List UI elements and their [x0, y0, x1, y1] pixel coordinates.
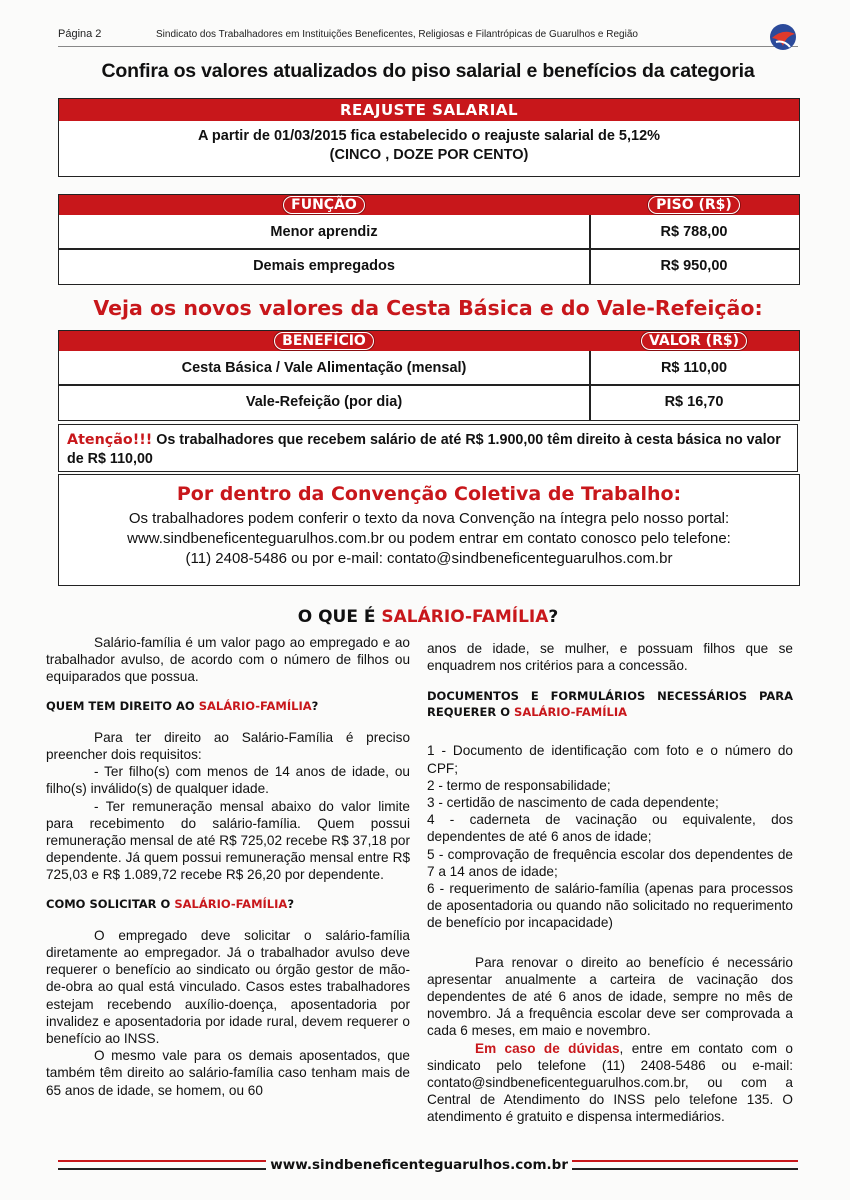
reajuste-box	[58, 98, 800, 177]
valor-label: VALOR (R$)	[641, 332, 747, 350]
renovar-paragraph: Para renovar o direito ao benefício é necessário apresentar anualmente a carteira de vacinação dos dependentes de até 6 anos de idade, sempre no mês de novembro. Já a frequência escolar deve ser comprovada a cada 6 meses, em maio e novembro.	[427, 954, 793, 1039]
footer	[58, 1156, 798, 1174]
piso-table	[58, 194, 800, 285]
convencao-line3: (11) 2408-5486 ou por e-mail: contato@sindbeneficenteguarulhos.com.br	[185, 550, 673, 567]
convencao-title: Por dentro da Convenção Coletiva de Trabalho:	[176, 483, 682, 505]
piso-col-funcao-header	[59, 195, 589, 215]
documents-list	[427, 742, 793, 931]
cesta-title: Veja os novos valores da Cesta Básica e do Vale-Refeição:	[93, 296, 763, 320]
quem-tem-direito-heading: QUEM TEM DIREITO AO SALÁRIO-FAMÍLIA?	[46, 698, 319, 713]
table-row: Cesta Básica / Vale Alimentação (mensal)	[181, 359, 467, 376]
reajuste-line1: A partir de 01/03/2015 fica estabelecido o reajuste salarial de 5,12%	[197, 128, 661, 144]
reajuste-heading: REAJUSTE SALARIAL	[59, 99, 799, 121]
page-header	[58, 26, 798, 47]
beneficio-col-header	[59, 331, 589, 351]
list-item: 5 - comprovação de frequência escolar dos dependentes de 7 a 14 anos de idade;	[427, 846, 793, 879]
table-row: Demais empregados	[253, 258, 395, 274]
salario-familia-title: O QUE É SALÁRIO-FAMÍLIA?	[297, 607, 559, 627]
convencao-box	[58, 474, 800, 586]
list-item: 4 - caderneta de vacinação ou equivalente, dos dependentes de até 6 anos de idade;	[427, 812, 793, 845]
valor-col-header	[589, 331, 799, 351]
left-column	[46, 634, 410, 1099]
funcao-label: FUNÇÃO	[283, 196, 365, 214]
piso-label: PISO (R$)	[648, 196, 740, 214]
union-name: Sindicato dos Trabalhadores em Instituições Beneficentes, Religiosas e Filantrópicas de Guarulhos e Região	[156, 29, 638, 40]
atencao-box	[58, 424, 798, 472]
piso-col-valor-header	[589, 195, 799, 215]
beneficio-table	[58, 330, 800, 421]
table-row: R$ 110,00	[660, 359, 728, 376]
aposentados-paragraph: O mesmo vale para os demais aposentados, que também têm direito ao salário-família caso tenham mais de 65 anos de idade, se homem, ou 60	[46, 1048, 410, 1098]
main-title: Confira os valores atualizados do piso salarial e benefícios da categoria	[101, 60, 755, 82]
atencao-text: Os trabalhadores que recebem salário de até R$ 1.900,00 têm direito à cesta básica no valor de R$ 110,00	[67, 432, 781, 467]
como-solicitar-heading: COMO SOLICITAR O SALÁRIO-FAMÍLIA?	[46, 896, 294, 911]
table-row: Menor aprendiz	[270, 223, 378, 240]
requisito-2: - Ter remuneração mensal abaixo do valor limite para recebimento do salário-família. Quem possui remuneração mensal de até R$ 725,02 recebe R$ 37,18 por dependente. Já quem possui remuneração mensal entre R$ 725,03 e R$ 1.089,72 recebe R$ 26,20 por dependente.	[46, 798, 410, 883]
atencao-label: Atenção!!!	[67, 432, 153, 448]
page-number: Página 2	[58, 28, 102, 40]
list-item: 3 - certidão de nascimento de cada dependente;	[427, 795, 719, 811]
beneficio-label: BENEFÍCIO	[274, 332, 374, 350]
continuation-paragraph: anos de idade, se mulher, e possuam filhos que se enquadrem nos critérios para a concessão.	[427, 641, 793, 674]
table-row: R$ 16,70	[664, 394, 724, 410]
duvidas-paragraph: Em caso de dúvidas, entre em contato com o sindicato pelo telefone (11) 2408-5486 ou e-mail: contato@sindbeneficenteguarulhos.com.br, ou com a Central de Atendimento do INSS pelo telefone 135. O atendimento é gratuito e dispensa intermediários.	[427, 1040, 793, 1125]
list-item: 1 - Documento de identificação com foto e o número do CPF;	[427, 743, 793, 776]
documentos-heading: DOCUMENTOS E FORMULÁRIOS NECESSÁRIOS PARA REQUERER O SALÁRIO-FAMÍLIA	[427, 689, 793, 720]
list-item: 6 - requerimento de salário-família (apenas para processos de aposentadoria ou quando não solicitado no requerimento de benefício por incapacidade)	[427, 881, 793, 931]
requisitos-paragraph: Para ter direito ao Salário-Família é preciso preencher dois requisitos:	[46, 729, 410, 763]
table-row: Vale-Refeição (por dia)	[245, 394, 403, 410]
intro-paragraph: Salário-família é um valor pago ao empregado e ao trabalhador avulso, de acordo com o número de filhos ou equiparados que possua.	[46, 635, 410, 685]
requisito-1: - Ter filho(s) com menos de 14 anos de idade, ou filho(s) inválido(s) de qualquer idade.	[46, 764, 410, 797]
footer-url[interactable]: www.sindbeneficenteguarulhos.com.br	[270, 1157, 568, 1173]
table-row: R$ 950,00	[660, 258, 728, 274]
solicitar-paragraph: O empregado deve solicitar o salário-família diretamente ao empregador. Já o trabalhador avulso deve requerer o benefício ao sindicato ou órgão gestor de mão-de-obra ao qual está vinculado. Casos estes trabalhadores estejam recebendo auxílio-doença, aposentadoria por invalidez e aposentadoria por idade rural, devem requerer o benefício ao INSS.	[46, 927, 410, 1047]
list-item: 2 - termo de responsabilidade;	[427, 777, 611, 793]
convencao-line1: Os trabalhadores podem conferir o texto da nova Convenção na íntegra pelo nosso portal:	[128, 510, 730, 527]
right-column	[427, 640, 793, 1126]
reajuste-line2: (CINCO , DOZE POR CENTO)	[329, 147, 529, 163]
union-logo-icon	[768, 22, 798, 52]
table-row: R$ 788,00	[660, 223, 728, 240]
convencao-line2: www.sindbeneficenteguarulhos.com.br ou podem entrar em contato conosco pelo telefone:	[127, 530, 731, 547]
